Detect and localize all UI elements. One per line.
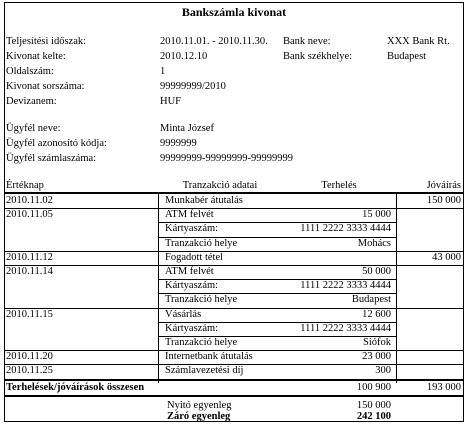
row-separator <box>5 251 463 252</box>
period-label: Teljesítési időszak: <box>6 36 87 47</box>
row-description: ATM felvét <box>165 209 214 221</box>
col-header-debit: Terhelés <box>321 180 357 191</box>
row-description: ATM felvét <box>165 266 214 277</box>
closing-balance-label: Záró egyenleg <box>167 411 231 422</box>
totals-label: Terhelések/jóváírások összesen <box>6 382 145 393</box>
row-description: Munkabér átutalás <box>165 195 243 206</box>
bank-statement <box>4 2 464 422</box>
bank-name-value: XXX Bank Rt. <box>387 36 450 47</box>
period-value: 2010.11.01. - 2010.11.30. <box>160 36 268 47</box>
row-date: 2010.11.15 <box>6 308 53 320</box>
client-name-value: Minta József <box>160 123 214 134</box>
row-date: 2010.11.05 <box>6 209 53 221</box>
totals-rule <box>5 379 463 381</box>
row-credit: 43 000 <box>432 251 461 263</box>
row-description: Fogadott tétel <box>165 251 224 263</box>
col-header-details: Tranzakció adatai <box>182 180 258 191</box>
row-description: Kártyaszám: <box>165 280 219 292</box>
row-debit: Mohács <box>357 237 391 249</box>
row-date: 2010.11.20 <box>6 351 53 363</box>
account-number-label: Ügyfél számlaszáma: <box>6 153 97 164</box>
row-debit: 23 000 <box>362 351 391 363</box>
statement-number-value: 99999999/2010 <box>160 81 226 92</box>
row-date: 2010.11.14 <box>6 266 53 277</box>
row-separator <box>5 265 463 266</box>
row-debit: 300 <box>375 365 391 377</box>
bank-name-label: Bank neve: <box>283 36 331 47</box>
row-debit: Siófok <box>362 337 391 348</box>
row-description: Tranzakció helye <box>165 294 238 306</box>
row-separator <box>5 208 463 209</box>
row-separator <box>5 308 463 309</box>
totals-credit: 193 000 <box>426 382 461 393</box>
bank-seat-value: Budapest <box>387 51 427 62</box>
totals-debit: 100 900 <box>356 382 391 393</box>
opening-balance-value: 150 000 <box>356 400 391 411</box>
issue-date-label: Kivonat kelte: <box>6 51 66 62</box>
page-number-label: Oldalszám: <box>6 66 54 77</box>
opening-balance-label: Nyitó egyenleg <box>167 400 232 411</box>
client-name-label: Ügyfél neve: <box>6 123 61 134</box>
row-credit: 150 000 <box>426 195 461 206</box>
header-rule <box>5 192 463 194</box>
col-divider-2 <box>396 193 397 383</box>
col-header-credit: Jóváírás <box>426 180 461 191</box>
row-debit: 1111 2222 3333 4444 <box>300 223 391 235</box>
currency-label: Devizanem: <box>6 96 57 107</box>
issue-date-value: 2010.12.10 <box>160 51 208 62</box>
row-date: 2010.11.02 <box>6 195 53 206</box>
statement-number-label: Kivonat sorszáma: <box>6 81 85 92</box>
currency-value: HUF <box>160 96 182 107</box>
statement-title: Bankszámla kivonat <box>181 5 287 19</box>
client-id-label: Ügyfél azonosító kódja: <box>6 138 107 149</box>
col-header-date: Értéknap <box>6 180 44 191</box>
row-date: 2010.11.25 <box>6 365 53 377</box>
row-date: 2010.11.12 <box>6 251 53 263</box>
row-debit: 50 000 <box>362 266 391 277</box>
row-description: Tranzakció helye <box>165 337 238 348</box>
row-debit: 12 600 <box>362 308 391 320</box>
balance-rule <box>5 395 463 397</box>
account-number-value: 99999999-99999999-99999999 <box>160 153 293 164</box>
row-description: Tranzakció helye <box>165 237 238 249</box>
row-description: Vásárlás <box>165 308 202 320</box>
row-description: Internetbank átutalás <box>165 351 253 363</box>
row-description: Számlavezetési díj <box>165 365 244 377</box>
page-number-value: 1 <box>160 66 166 77</box>
bank-seat-label: Bank székhelye: <box>283 51 353 62</box>
row-description: Kártyaszám: <box>165 322 219 334</box>
row-debit: 15 000 <box>362 209 391 221</box>
row-debit: 1111 2222 3333 4444 <box>300 280 391 292</box>
row-debit: 1111 2222 3333 4444 <box>300 322 391 334</box>
client-id-value: 9999999 <box>160 138 197 149</box>
closing-balance-value: 242 100 <box>356 411 391 422</box>
row-debit: Budapest <box>351 294 391 306</box>
row-description: Kártyaszám: <box>165 223 219 235</box>
